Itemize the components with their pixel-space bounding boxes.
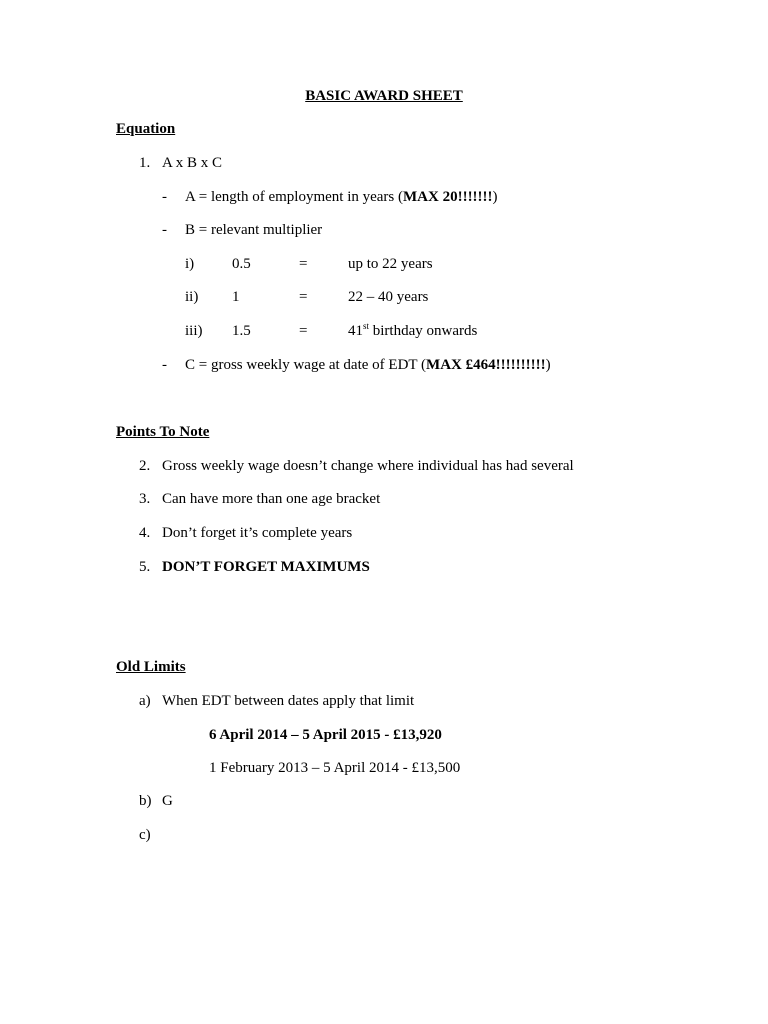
equation-a-max: MAX 20!!!!!!! <box>403 189 493 205</box>
page-title: BASIC AWARD SHEET <box>305 88 463 104</box>
dash-bullet: - <box>162 357 167 373</box>
list-number: 4. <box>139 525 151 541</box>
limit-period-previous: 1 February 2013 – 5 April 2014 - £13,500 <box>209 760 461 776</box>
multiplier-num: ii) <box>185 289 199 305</box>
multiplier-desc-ordinal: st <box>363 321 370 331</box>
multiplier-equals: = <box>299 289 308 305</box>
list-item: Gross weekly wage doesn’t change where individual has had several <box>162 458 574 474</box>
list-number: 5. <box>139 559 151 575</box>
multiplier-equals: = <box>299 323 308 339</box>
limit-period-current: 6 April 2014 – 5 April 2015 - £13,920 <box>209 727 442 743</box>
equation-b-line: B = relevant multiplier <box>185 222 323 238</box>
equation-c-line <box>185 358 551 373</box>
equation-c-text: C = gross weekly wage at date of EDT ( <box>185 357 427 373</box>
list-number: 3. <box>139 491 151 507</box>
multiplier-desc <box>348 321 478 339</box>
multiplier-value: 1 <box>232 289 240 305</box>
old-limits-heading: Old Limits <box>116 659 186 675</box>
equation-a-line <box>185 190 498 205</box>
points-heading: Points To Note <box>116 424 210 440</box>
multiplier-equals: = <box>299 256 308 272</box>
list-item: Don’t forget it’s complete years <box>162 525 353 541</box>
equation-heading: Equation <box>116 121 176 137</box>
multiplier-value: 1.5 <box>232 323 251 339</box>
multiplier-desc-rest: birthday onwards <box>369 323 478 339</box>
equation-a-close: ) <box>492 189 498 205</box>
multiplier-desc: 22 – 40 years <box>348 289 429 305</box>
list-letter: c) <box>139 827 151 843</box>
equation-c-close: ) <box>545 357 551 373</box>
list-number: 1. <box>139 155 151 171</box>
multiplier-desc: up to 22 years <box>348 256 433 272</box>
multiplier-value: 0.5 <box>232 256 251 272</box>
list-number: 2. <box>139 458 151 474</box>
multiplier-num: i) <box>185 256 195 272</box>
list-letter: a) <box>139 693 151 709</box>
multiplier-num: iii) <box>185 323 203 339</box>
list-item: G <box>162 793 173 809</box>
dash-bullet: - <box>162 222 167 238</box>
equation-a-text: A = length of employment in years ( <box>185 189 403 205</box>
equation-c-max: MAX £464!!!!!!!!!! <box>426 357 546 373</box>
list-item: DON’T FORGET MAXIMUMS <box>162 559 370 575</box>
list-item: Can have more than one age bracket <box>162 491 381 507</box>
list-letter: b) <box>139 793 152 809</box>
equation-formula: A x B x C <box>162 155 223 171</box>
multiplier-desc-number: 41 <box>348 323 363 339</box>
list-item: When EDT between dates apply that limit <box>162 693 415 709</box>
dash-bullet: - <box>162 189 167 205</box>
